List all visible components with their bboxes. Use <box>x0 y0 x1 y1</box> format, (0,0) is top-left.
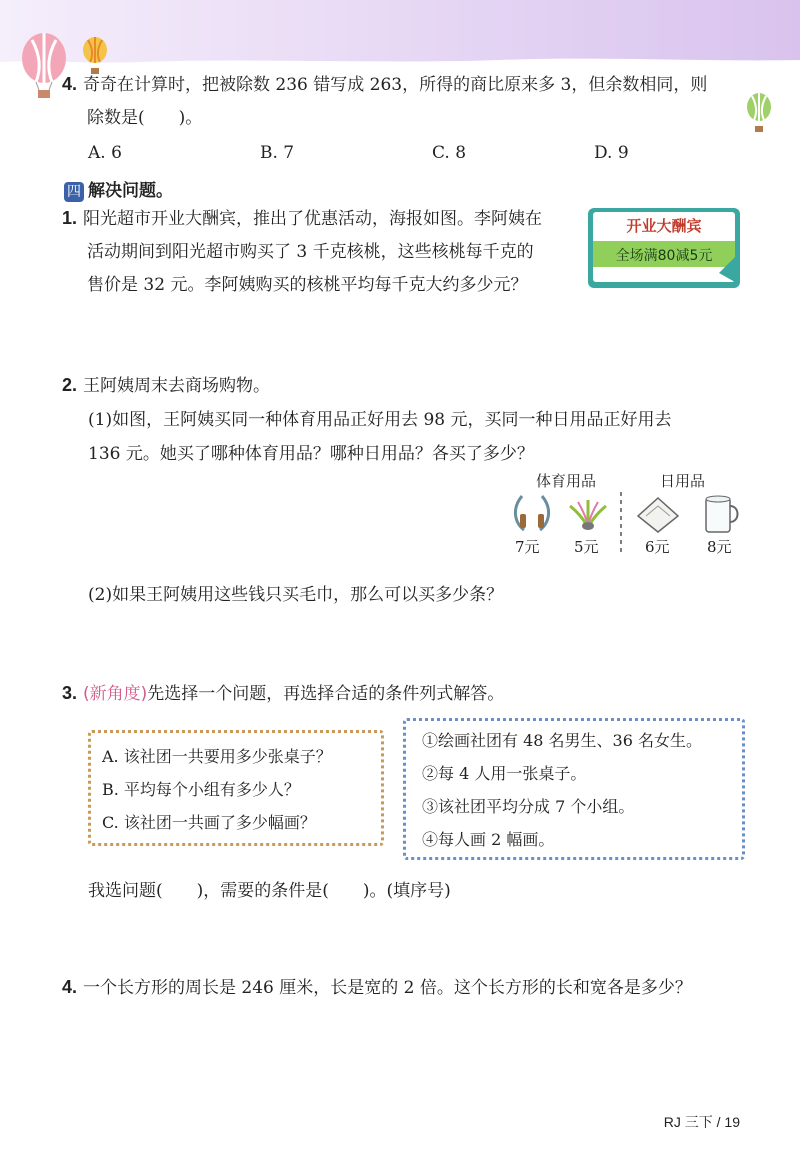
problem-3-text: 先选择一个问题，再选择合适的条件列式解答。 <box>147 684 505 704</box>
price-mug: 8元 <box>707 538 732 556</box>
new-angle-tag: (新角度) <box>83 684 148 704</box>
question-option-a: A. 该社团一共要用多少张桌子？ <box>102 747 332 766</box>
poster-subtitle: 全场满80减5元 <box>615 248 713 264</box>
option-b: B. 7 <box>260 143 295 163</box>
problem-number: 4. <box>62 977 78 997</box>
answer-selection-line: 我选问题( )，需要的条件是( )。(填序号) <box>88 881 451 901</box>
shuttlecock-icon <box>566 498 610 532</box>
problem-number: 2. <box>62 375 78 395</box>
problem-2-sub1-line1: (1)如图，王阿姨买同一种体育用品正好用去 98 元，买同一种日用品正好用去 <box>88 410 672 430</box>
sports-goods-label: 体育用品 <box>536 472 597 490</box>
towel-icon <box>636 496 680 534</box>
problem-4-text: 一个长方形的周长是 246 厘米，长是宽的 2 倍。这个长方形的长和宽各是多少？ <box>83 978 692 998</box>
mc-question-4 <box>62 67 752 102</box>
section-header <box>64 176 173 202</box>
problem-number: 1. <box>62 208 78 228</box>
mug-icon <box>700 494 744 536</box>
option-a: A. 6 <box>88 143 122 163</box>
price-jump-rope: 7元 <box>515 538 540 556</box>
problem-1-line1: 阳光超市开业大酬宾，推出了优惠活动，海报如图。李阿姨在 <box>83 209 543 229</box>
daily-goods-label: 日用品 <box>660 472 706 490</box>
question-option-c: C. 该社团一共画了多少幅画？ <box>102 813 316 832</box>
section-title: 解决问题。 <box>88 181 173 201</box>
page-footer: RJ 三下 / 19 <box>663 1114 740 1130</box>
problem-2-sub1-line2: 136 元。她买了哪种体育用品？哪种日用品？各买了多少？ <box>88 444 534 464</box>
divider-line <box>618 492 624 552</box>
poster-title: 开业大酬宾 <box>626 217 702 235</box>
question-text-line1: 奇奇在计算时，把被除数 236 错写成 263，所得的商比原来多 3，但余数相同，则 <box>83 75 708 95</box>
condition-3: ③该社团平均分成 7 个小组。 <box>422 797 635 816</box>
option-c: C. 8 <box>432 143 467 163</box>
problem-1-line3: 售价是 32 元。李阿姨购买的核桃平均每千克大约多少元？ <box>87 275 528 295</box>
problem-2-sub2: (2)如果王阿姨用这些钱只买毛巾，那么可以买多少条？ <box>88 585 504 605</box>
problem-2-title: 王阿姨周末去商场购物。 <box>83 376 271 396</box>
problem-2 <box>62 368 270 403</box>
condition-1: ①绘画社团有 48 名男生、36 名女生。 <box>422 731 702 750</box>
mc-question-4-line2: 除数是( )。 <box>87 108 203 128</box>
question-number: 4. <box>62 74 78 94</box>
problem-3 <box>62 676 504 711</box>
price-shuttlecock: 5元 <box>574 538 599 556</box>
problem-1-line2: 活动期间到阳光超市购买了 3 千克核桃，这些核桃每千克的 <box>87 242 534 262</box>
jump-rope-icon <box>510 490 554 534</box>
option-d: D. 9 <box>594 143 629 163</box>
condition-4: ④每人画 2 幅画。 <box>422 830 555 849</box>
question-option-b: B. 平均每个小组有多少人？ <box>102 780 300 799</box>
condition-2: ②每 4 人用一张桌子。 <box>422 764 587 783</box>
problem-4 <box>62 970 692 1005</box>
problem-1 <box>62 201 582 236</box>
section-badge: 四 <box>64 182 84 202</box>
price-towel: 6元 <box>645 538 670 556</box>
problem-number: 3. <box>62 683 78 703</box>
